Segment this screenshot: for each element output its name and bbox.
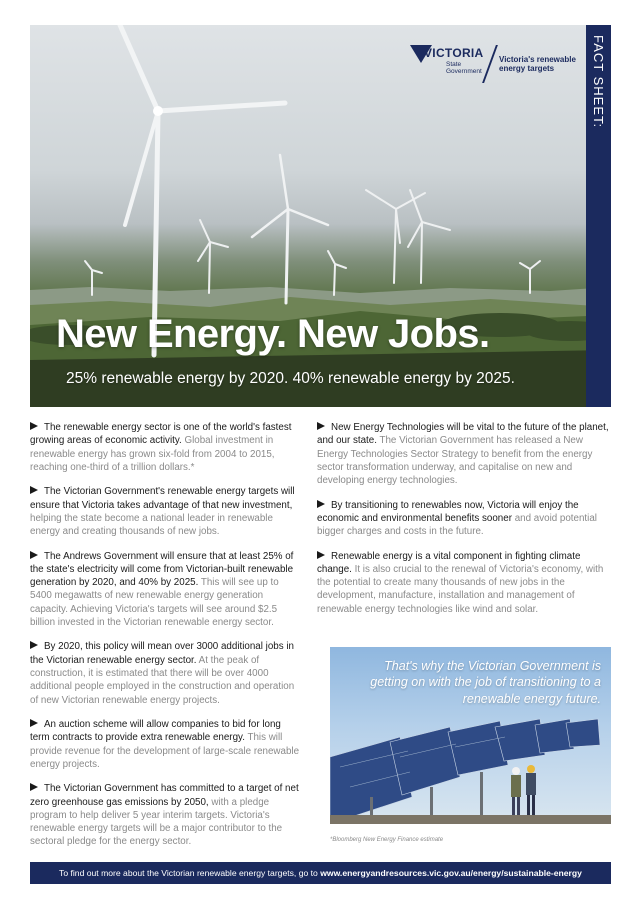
bullet-paragraph (317, 421, 610, 488)
bullet-paragraph (30, 485, 302, 538)
solar-quote: That's why the Victorian Government is getting on with the job of transitioning to a renewable energy future. (370, 659, 601, 706)
footnote: *Bloomberg New Energy Finance estimate (330, 837, 444, 843)
logo-government: Government (446, 68, 482, 75)
bullet-lead: By transitioning to renewables now, Victoria will enjoy the economic and environmental benefits sooner (317, 499, 579, 524)
brand-caption: Victoria's renewable energy targets (499, 55, 576, 74)
logo-mark (408, 43, 486, 83)
arrow-bullet-icon (30, 641, 38, 649)
victoria-state-government-logo (408, 43, 583, 85)
footer-text: To find out more about the Victorian renewable energy targets, go to (59, 868, 321, 878)
bullet-paragraph (30, 640, 302, 707)
right-column (317, 421, 610, 627)
bullet-paragraph (30, 550, 302, 630)
fact-sheet-tab (586, 25, 611, 407)
arrow-bullet-icon (30, 486, 38, 494)
logo-state: State (446, 61, 462, 68)
arrow-bullet-icon (30, 551, 38, 559)
bullet-paragraph (30, 718, 302, 771)
bullet-lead: Renewable energy is a vital component in fighting climate change. (317, 550, 581, 575)
arrow-bullet-icon (317, 422, 325, 430)
solar-panel-image (330, 647, 611, 824)
arrow-bullet-icon (30, 783, 38, 791)
arrow-bullet-icon (317, 500, 325, 508)
bullet-paragraph (317, 550, 610, 617)
bullet-paragraph (30, 421, 302, 474)
footer-bar (30, 862, 611, 884)
bullet-lead: By 2020, this policy will mean over 3000 additional jobs in the Victorian renewable energy sector. (30, 641, 294, 666)
bullet-paragraph (317, 499, 610, 539)
bullet-paragraph (30, 782, 302, 849)
arrow-bullet-icon (30, 422, 38, 430)
logo-wordmark: VICTORIA (424, 46, 484, 60)
fact-sheet-label: FACT SHEET: (591, 35, 606, 129)
bullet-detail: This will see up to 5400 megawatts of new renewable energy generation capacity. Achieving Victoria's targets will see around $2.5 billion invested in the Victorian renewable energy sector. (30, 577, 279, 629)
bullet-detail: with a pledge program to help deliver 5 year interim targets. Victoria's renewable energy targets will be a major contributor to the sectoral pledge for the energy sector. (30, 796, 283, 848)
bullet-lead: New Energy Technologies will be vital to the future of the planet, and our state. (317, 422, 609, 447)
bullet-lead: The renewable energy sector is one of the world's fastest growing areas of economic activity. (30, 422, 292, 447)
arrow-bullet-icon (317, 551, 325, 559)
arrow-bullet-icon (30, 719, 38, 727)
bullet-lead: The Andrews Government will ensure that at least 25% of the state's electricity will come from Victorian-built renewable generation by 2020, and 40% by 2025. (30, 550, 294, 589)
footer-link[interactable]: www.energyandresources.vic.gov.au/energy/sustainable-energy (320, 868, 582, 878)
bullet-detail: This will provide revenue for the development of large-scale renewable energy projects. (30, 732, 300, 770)
left-column (30, 421, 302, 860)
bullet-lead: An auction scheme will allow companies to bid for long term contracts to provide extra renewable energy. (30, 718, 281, 744)
bullet-detail: At the peak of construction, it is estimated that there will be over 4000 additional people employed in the construction and operation of new Victorian renewable energy projects. (30, 654, 295, 706)
bullet-detail: and avoid potential bigger charges and costs in the future. (317, 512, 597, 538)
bullet-lead: The Victorian Government has committed to a target of net zero greenhouse gas emissions by 2050, (30, 783, 299, 808)
page-subtitle: 25% renewable energy by 2020. 40% renewable energy by 2025. (66, 370, 515, 387)
bullet-detail: Global investment in renewable energy has grown six-fold from 2004 to 2015, reaching one-third of a trillion dollars.* (30, 435, 275, 473)
bullet-detail: It is also crucial to the renewal of Victoria's economy, with the potential to create many thousands of new jobs in the development, manufacture, installation and management of renewable energy technologies like wind and solar. (317, 563, 604, 615)
bullet-detail: The Victorian Government has released a New Energy Technologies Sector Strategy to benefit from the energy sector transformation underway, and capitalise on new and developing energy technologies. (317, 435, 593, 487)
bullet-lead: The Victorian Government's renewable energy targets will ensure that Victoria takes advantage of that new investment, (30, 486, 295, 511)
bullet-detail: helping the state become a national leader in renewable energy and creating thousands of new jobs. (30, 512, 273, 538)
page-title: New Energy. New Jobs. (56, 312, 490, 356)
